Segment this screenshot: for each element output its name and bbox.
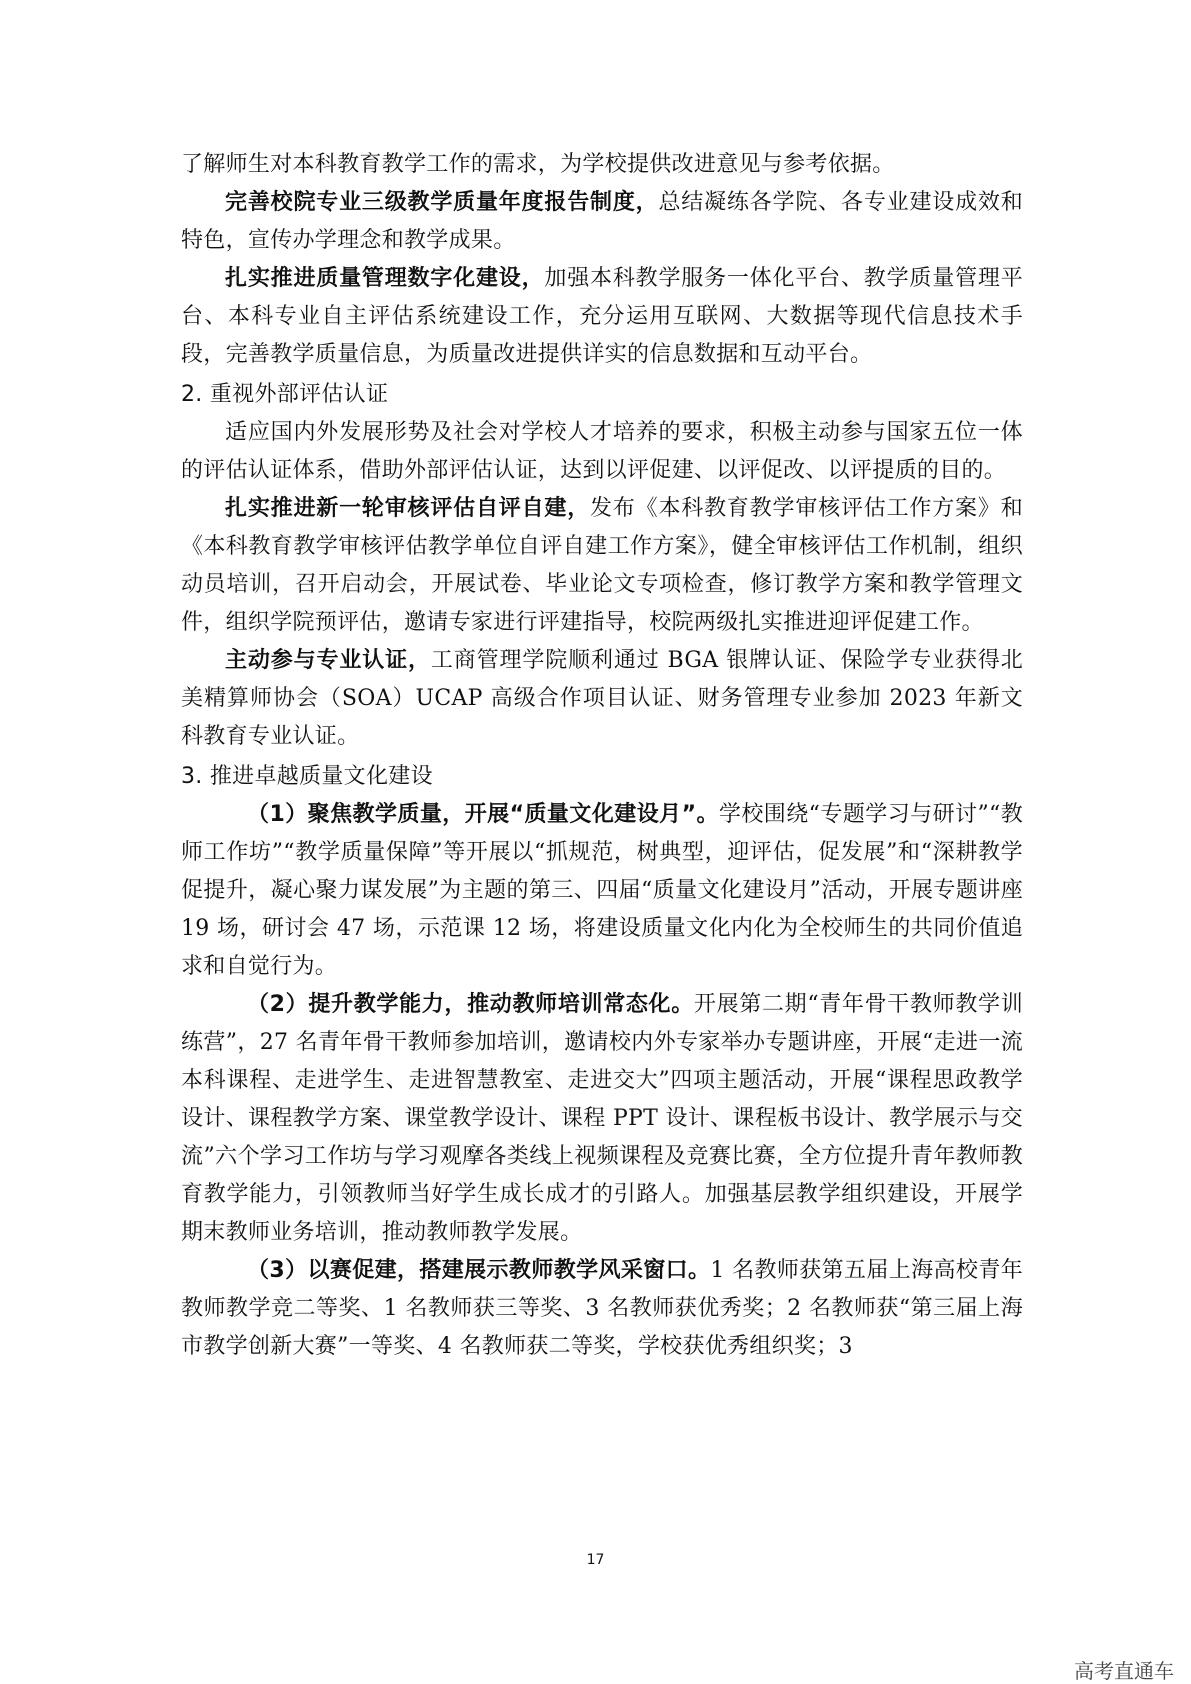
paragraph-lead: （2）提升教学能力，推动教师培训常态化。	[247, 992, 694, 1017]
paragraph-lead: （1）聚焦教学质量，开展“质量文化建设月”。	[247, 802, 719, 827]
paragraph-text: 加强本科教学服务一体化平台、教学质量管理平台、本科专业自主评估系统建设工作，充分运用互联网、大数据等现代信息技术手段，完善教学质量信息，为质量改进提供详实的信息数据和互动平台。	[181, 266, 1023, 367]
paragraph-professional-certification	[181, 642, 1023, 756]
paragraph-teaching-competition	[181, 1252, 1023, 1366]
paragraph-text: 学校围绕“专题学习与研讨”“教师工作坊”“教学质量保障”等开展以“抓规范，树典型，迎评估，促发展”和“深耕教学促提升，凝心聚力谋发展”为主题的第三、四届“质量文化建设月”活动，开展专题讲座 19 场，研讨会 47 场，示范课 12 场，将建设质量文化内化为全校师生的共同价值追求和自觉行为。	[181, 802, 1023, 979]
paragraph-lead: 扎实推进新一轮审核评估自评自建，	[225, 496, 591, 521]
page-body	[181, 146, 1023, 1366]
watermark-text: 高考直通车	[1074, 1659, 1174, 1683]
paragraph-teacher-training	[181, 986, 1023, 1252]
page-number: 17	[586, 1552, 605, 1568]
paragraph-text: 了解师生对本科教育教学工作的需求，为学校提供改进意见与参考依据。	[181, 152, 895, 177]
paragraph-text: 总结凝练各学院、各专业建设成效和特色，宣传办学理念和教学成果。	[181, 190, 1023, 253]
paragraph-annual-report	[181, 184, 1023, 260]
paragraph-continuation	[181, 146, 1023, 184]
section-heading-external-evaluation: 2. 重视外部评估认证	[181, 382, 389, 407]
paragraph-digital-construction	[181, 260, 1023, 374]
section-heading-quality-culture: 3. 推进卓越质量文化建设	[181, 764, 433, 789]
paragraph-lead: （3）以赛促建，搭建展示教师教学风采窗口。	[247, 1258, 711, 1283]
paragraph-text: 1 名教师获第五届上海高校青年教师教学竞二等奖、1 名教师获三等奖、3 名教师获优秀奖；2 名教师获“第三届上海市教学创新大赛”一等奖、4 名教师获二等奖，学校获优秀组织奖；3	[181, 1258, 1024, 1359]
paragraph-lead: 扎实推进质量管理数字化建设，	[225, 266, 545, 291]
paragraph-audit-evaluation	[181, 490, 1023, 642]
paragraph-text: 开展第二期“青年骨干教师教学训练营”，27 名青年骨干教师参加培训，邀请校内外专家举办专题讲座，开展“走进一流本科课程、走进学生、走进智慧教室、走进交大”四项主题活动，开展“课程思政教学设计、课程教学方案、课堂教学设计、课程 PPT 设计、课程板书设计、教学展示与交流”六个学习工作坊与学习观摩各类线上视频课程及竞赛比赛，全方位提升青年教师教育教学能力，引领教师当好学生成长成才的引路人。加强基层教学组织建设，开展学期末教师业务培训，推动教师教学发展。	[181, 992, 1023, 1245]
paragraph-text: 工商管理学院顺利通过 BGA 银牌认证、保险学专业获得北美精算师协会（SOA）UCAP 高级合作项目认证、财务管理专业参加 2023 年新文科教育专业认证。	[181, 648, 1024, 749]
paragraph-text: 发布《本科教育教学审核评估工作方案》和《本科教育教学审核评估教学单位自评自建工作方案》，健全审核评估工作机制，组织动员培训，召开启动会，开展试卷、毕业论文专项检查，修订教学方案和教学管理文件，组织学院预评估，邀请专家进行评建指导，校院两级扎实推进迎评促建工作。	[181, 496, 1023, 635]
paragraph-lead: 主动参与专业认证，	[225, 648, 431, 673]
paragraph-lead: 完善校院专业三级教学质量年度报告制度，	[225, 190, 659, 215]
paragraph-quality-month	[181, 796, 1023, 986]
paragraph-evaluation-intro	[181, 414, 1023, 490]
paragraph-text: 适应国内外发展形势及社会对学校人才培养的要求，积极主动参与国家五位一体的评估认证体系，借助外部评估认证，达到以评促建、以评促改、以评提质的目的。	[181, 420, 1023, 483]
